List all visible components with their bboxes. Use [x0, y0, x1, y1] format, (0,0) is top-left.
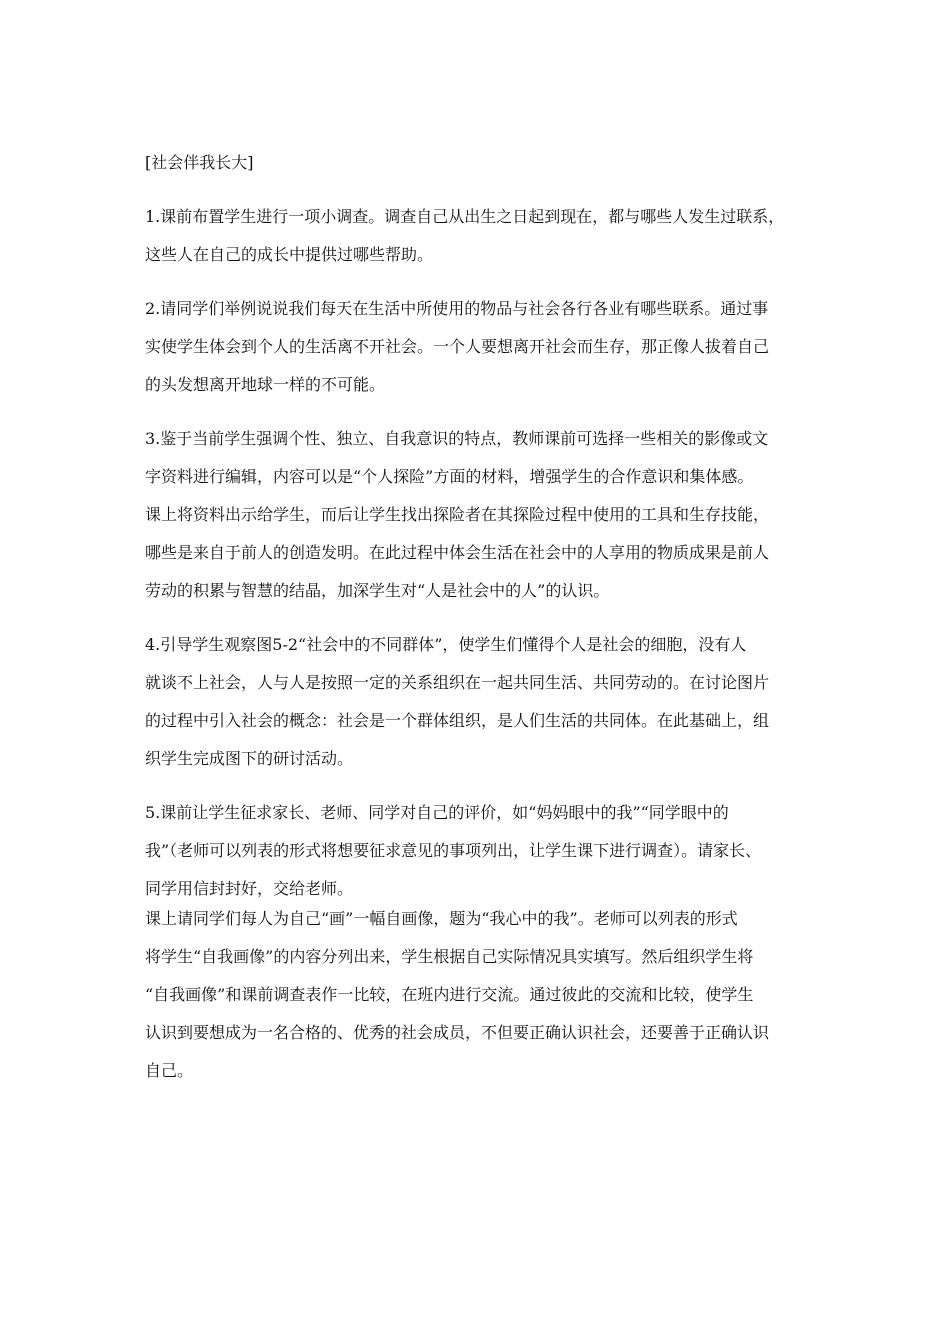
paragraph-line: 2.请同学们举例说说我们每天在生活中所使用的物品与社会各行各业有哪些联系。通过事: [145, 299, 769, 318]
paragraph-5: [145, 794, 810, 908]
paragraph-line: 我”（老师可以列表的形式将想要征求意见的事项列出，让学生课下进行调查）。请家长、: [145, 841, 762, 860]
paragraph-6: [145, 900, 810, 1090]
paragraph-4: [145, 626, 810, 778]
paragraph-line: 将学生“自我画像”的内容分列出来，学生根据自己实际情况具实填写。然后组织学生将: [145, 947, 754, 966]
paragraph-line: 劳动的积累与智慧的结晶，加深学生对“人是社会中的人”的认识。: [145, 581, 610, 600]
paragraph-line: 同学用信封封好，交给老师。: [145, 879, 354, 898]
paragraph-line: 织学生完成图下的研讨活动。: [145, 749, 354, 768]
paragraph-line: 5.课前让学生征求家长、老师、同学对自己的评价，如“妈妈眼中的我”“同学眼中的: [145, 803, 729, 822]
paragraph-line: 自己。: [145, 1061, 194, 1080]
paragraph-2: [145, 290, 810, 404]
paragraph-line: 课上将资料出示给学生，而后让学生找出探险者在其探险过程中使用的工具和生存技能，: [145, 505, 770, 524]
paragraph-line: 字资料进行编辑，内容可以是“个人探险”方面的材料，增强学生的合作意识和集体感。: [145, 467, 754, 486]
paragraph-line: 3.鉴于当前学生强调个性、独立、自我意识的特点，教师课前可选择一些相关的影像或文: [145, 429, 769, 448]
paragraph-1: [145, 198, 810, 274]
paragraph-line: “自我画像”和课前调查表作一比较，在班内进行交流。通过彼此的交流和比较，使学生: [145, 985, 754, 1004]
section-heading: [社会伴我长大]: [145, 153, 254, 172]
paragraph-3: [145, 420, 810, 610]
paragraph-line: 这些人在自己的成长中提供过哪些帮助。: [145, 245, 434, 264]
paragraph-line: 的头发想离开地球一样的不可能。: [145, 375, 386, 394]
paragraph-line: 课上请同学们每人为自己“画”一幅自画像，题为“我心中的我”。老师可以列表的形式: [145, 909, 738, 928]
document-page: [145, 148, 810, 1106]
paragraph-line: 哪些是来自于前人的创造发明。在此过程中体会生活在社会中的人享用的物质成果是前人: [145, 543, 770, 562]
paragraph-line: 实使学生体会到个人的生活离不开社会。一个人要想离开社会而生存，那正像人拔着自己: [145, 337, 770, 356]
paragraph-line: 就谈不上社会，人与人是按照一定的关系组织在一起共同生活、共同劳动的。在讨论图片: [145, 673, 770, 692]
paragraph-line: 4.引导学生观察图5-2“社会中的不同群体”，使学生们懂得个人是社会的细胞，没有人: [145, 635, 747, 654]
paragraph-line: 的过程中引入社会的概念：社会是一个群体组织，是人们生活的共同体。在此基础上，组: [145, 711, 770, 730]
paragraph-line: 认识到要想成为一名合格的、优秀的社会成员，不但要正确认识社会，还要善于正确认识: [145, 1023, 770, 1042]
paragraph-line: 1.课前布置学生进行一项小调查。调查自己从出生之日起到现在，都与哪些人发生过联系，: [145, 207, 785, 226]
